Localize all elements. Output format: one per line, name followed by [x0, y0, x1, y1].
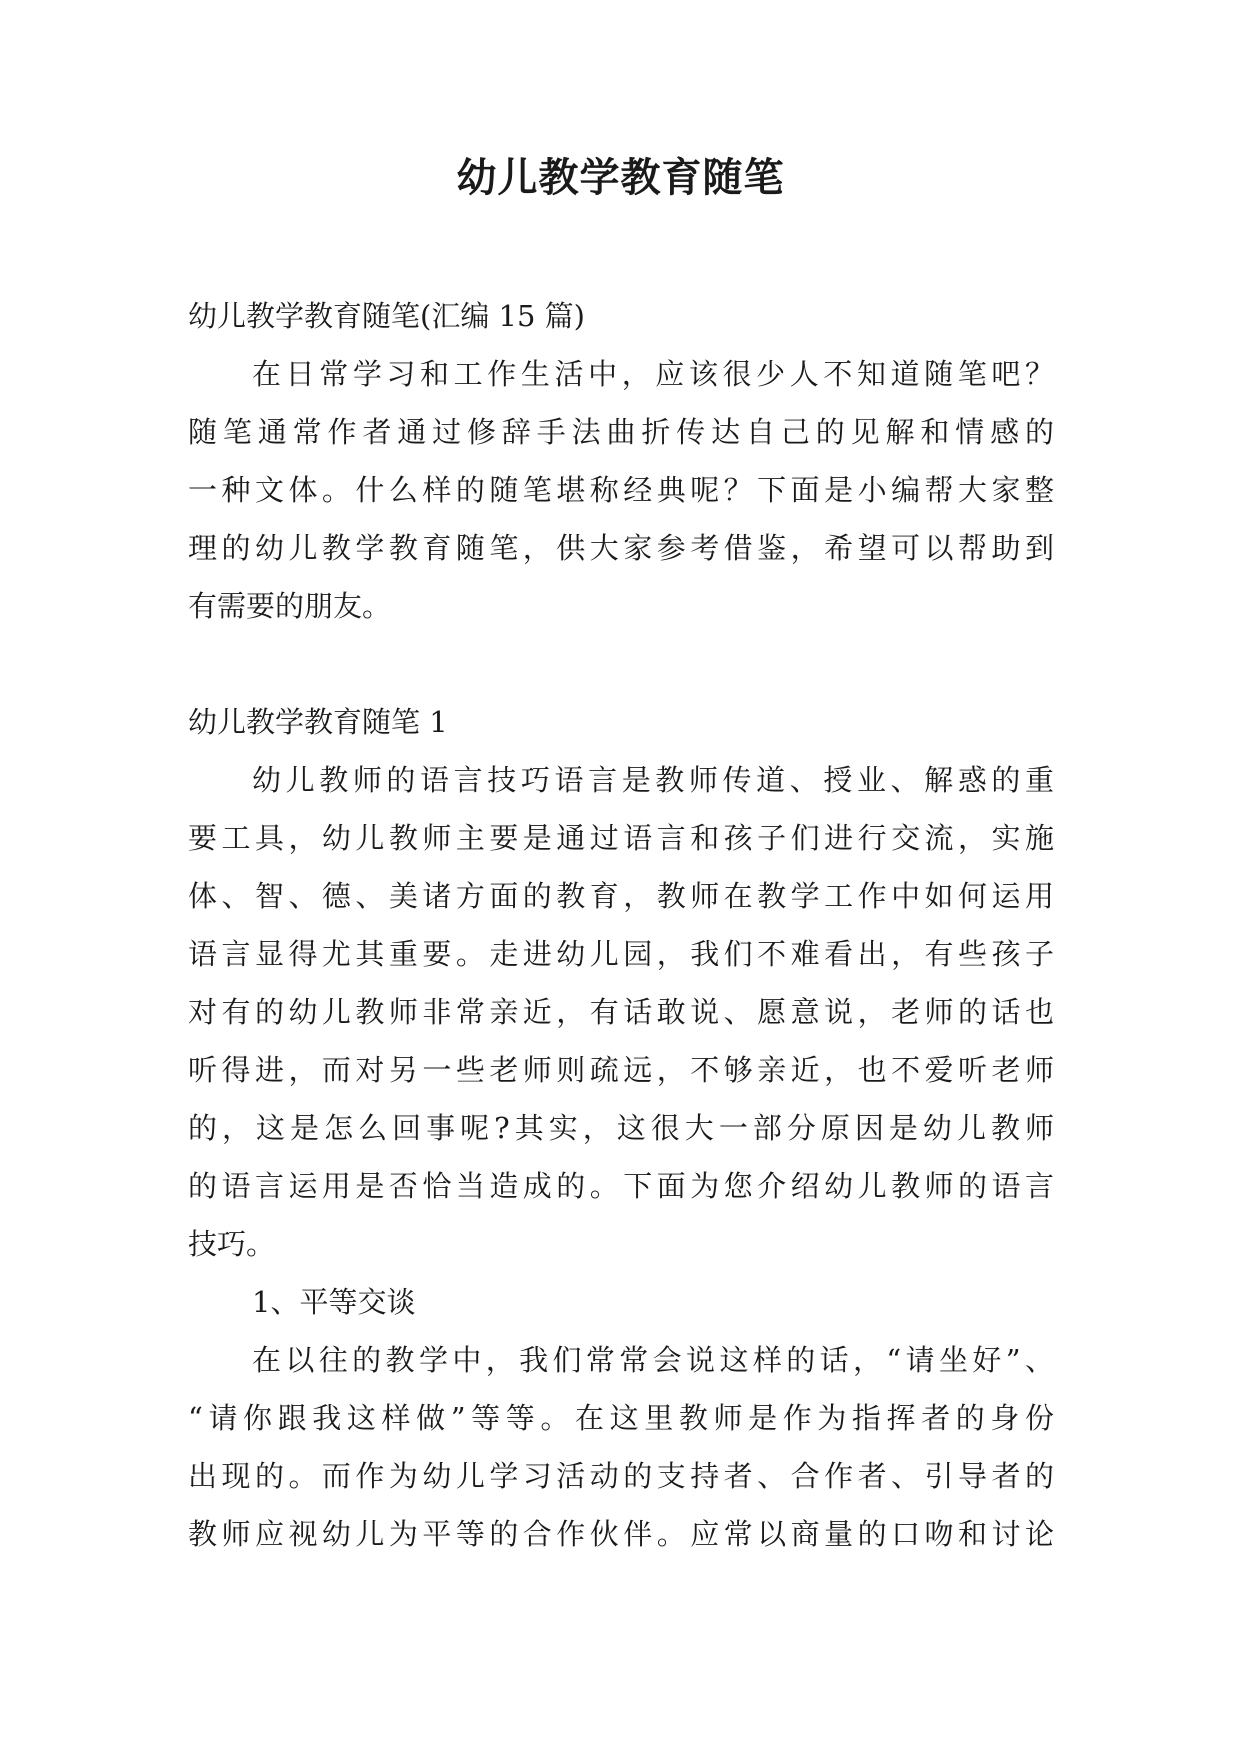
intro-line: 随笔通常作者通过修辞手法曲折传达自己的见解和情感的: [188, 415, 1054, 449]
paragraph-line: 要工具，幼儿教师主要是通过语言和孩子们进行交流，实施: [188, 821, 1054, 855]
paragraph-line: “请你跟我这样做”等等。在这里教师是作为指挥者的身份: [188, 1401, 1054, 1435]
intro-line: 理的幼儿教学教育随笔，供大家参考借鉴，希望可以帮助到: [188, 531, 1054, 565]
intro-paragraph: [188, 345, 1054, 635]
paragraph-gap: [188, 635, 1054, 693]
section-paragraph: [188, 751, 1054, 1273]
paragraph-line: 在以往的教学中，我们常常会说这样的话，“请坐好”、: [252, 1343, 1054, 1377]
paragraph-line: 语言显得尤其重要。走进幼儿园，我们不难看出，有些孩子: [188, 937, 1054, 971]
section-paragraph: [188, 1331, 1054, 1563]
intro-line: 一种文体。什么样的随笔堪称经典呢？下面是小编帮大家整: [188, 473, 1054, 507]
paragraph-line: 出现的。而作为幼儿学习活动的支持者、合作者、引导者的: [188, 1459, 1054, 1493]
paragraph-line: 技巧。: [188, 1227, 276, 1261]
paragraph-line: 的语言运用是否恰当造成的。下面为您介绍幼儿教师的语言: [188, 1169, 1054, 1203]
document-body: [188, 287, 1054, 1563]
list-point: 1、平等交谈: [252, 1285, 416, 1319]
paragraph-line: 幼儿教师的语言技巧语言是教师传道、授业、解惑的重: [252, 763, 1054, 797]
paragraph-line: 对有的幼儿教师非常亲近，有话敢说、愿意说，老师的话也: [188, 995, 1054, 1029]
paragraph-line: 体、智、德、美诸方面的教育，教师在教学工作中如何运用: [188, 879, 1054, 913]
intro-line: 在日常学习和工作生活中，应该很少人不知道随笔吧？: [252, 357, 1054, 391]
intro-line: 有需要的朋友。: [188, 589, 392, 623]
section-heading: 幼儿教学教育随笔 1: [188, 705, 448, 739]
paragraph-line: 听得进，而对另一些老师则疏远，不够亲近，也不爱听老师: [188, 1053, 1054, 1087]
document-subtitle: 幼儿教学教育随笔(汇编 15 篇): [188, 299, 585, 333]
paragraph-line: 教师应视幼儿为平等的合作伙伴。应常以商量的口吻和讨论: [188, 1517, 1054, 1551]
document-title: 幼儿教学教育随笔: [456, 155, 785, 201]
paragraph-line: 的，这是怎么回事呢?其实，这很大一部分原因是幼儿教师: [188, 1111, 1054, 1145]
